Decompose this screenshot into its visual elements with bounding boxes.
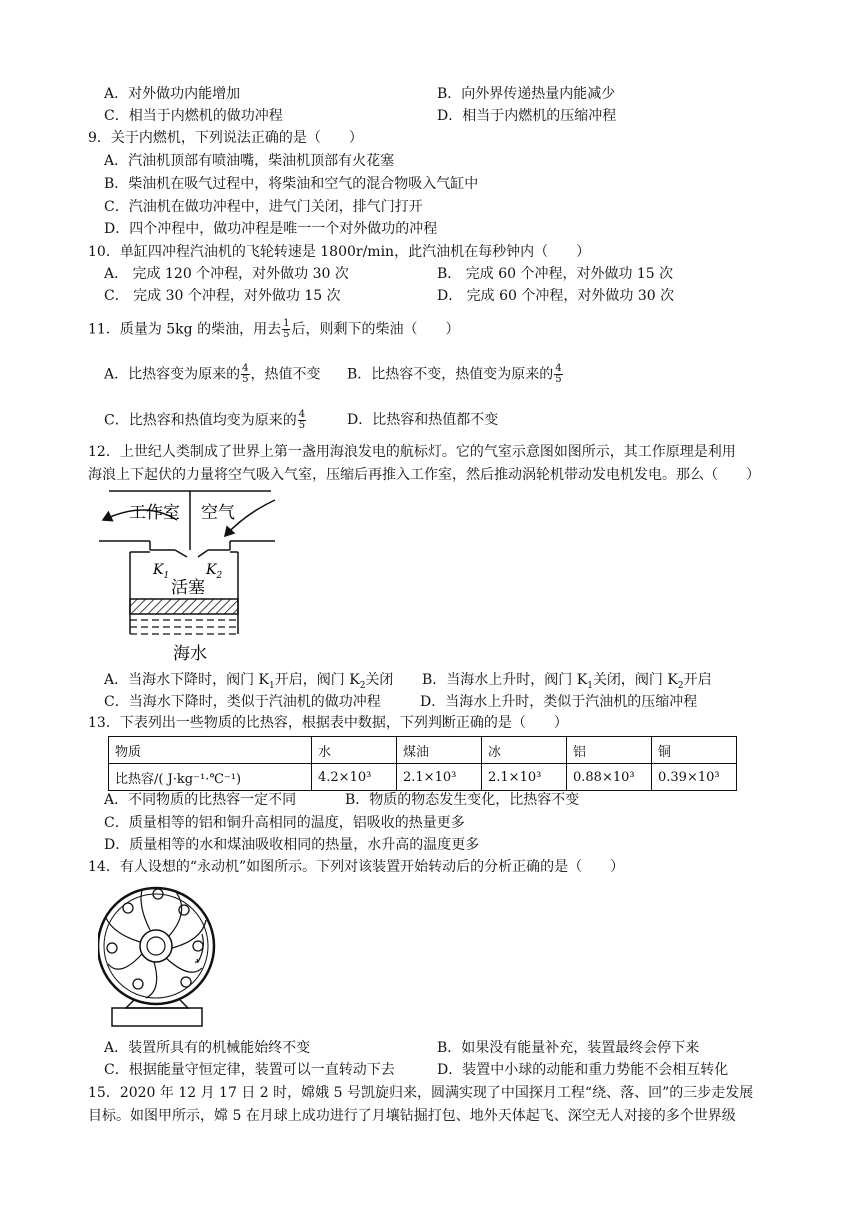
q10-option-c: C． 完成 30 个冲程，对外做功 15 次	[104, 288, 341, 304]
q14-option-a: A．装置所具有的机械能始终不变	[104, 1040, 311, 1056]
label-work-chamber: 工作室	[129, 503, 180, 523]
q15-stem-line2: 目标。如图甲所示，嫦 5 在月球上成功进行了月壤钻掘打包、地外天体起飞、深空无人对接的多个世界级	[88, 1108, 736, 1124]
table-header-row: 物质 水 煤油 冰 铝 铜	[109, 737, 737, 764]
q9-option-d: D．四个冲程中，做功冲程是唯一一个对外做功的冲程	[104, 221, 438, 237]
q8-option-b: B．向外界传递热量内能减少	[437, 86, 616, 102]
q11-stem-pre: 11．质量为 5kg 的柴油，用去	[88, 321, 282, 338]
q10-option-d: D． 完成 60 个冲程，对外做功 30 次	[437, 288, 675, 304]
q13-stem: 13．下表列出一些物质的比热容，根据表中数据，下列判断正确的是（ ）	[88, 715, 568, 731]
q8-option-a: A．对外做功内能增加	[104, 86, 241, 102]
q11-option-d: D．比热容和热值都不变	[347, 412, 499, 428]
q12-stem-line2: 海浪上下起伏的力量将空气吸入气室，压缩后再推入工作室，然后推动涡轮机带动发电机发电。那么（ ）	[88, 467, 760, 483]
q10-stem: 10．单缸四冲程汽油机的飞轮转速是 1800r/min，此汽油机在每秒钟内（ ）	[88, 244, 591, 260]
air-chamber-diagram	[95, 488, 285, 668]
q9-stem: 9．关于内燃机，下列说法正确的是（ ）	[88, 130, 363, 146]
q11-option-c: C．比热容和热值均变为原来的 $\frac{4}{5}$	[104, 409, 306, 431]
q9-option-b: B．柴油机在吸气过程中，将柴油和空气的混合物吸入气缸中	[104, 176, 479, 192]
label-piston: 活塞	[171, 578, 205, 598]
q8-option-d: D．相当于内燃机的压缩冲程	[437, 108, 617, 124]
q10-option-b: B． 完成 60 个冲程，对外做功 15 次	[437, 266, 674, 282]
q13-option-b: B．物质的物态发生变化，比热容不变	[345, 792, 580, 808]
fraction-one-fifth: $\frac{1}{5}$	[283, 318, 290, 340]
perpetual-motion-wheel-diagram	[98, 878, 218, 1028]
q9-option-c: C．汽油机在做功冲程中，进气门关闭，排气门打开	[104, 199, 423, 215]
q11-option-b: B．比热容不变，热值变为原来的 $\frac{4}{5}$	[347, 363, 562, 385]
q11-stem	[88, 319, 459, 340]
q14-stem: 14．有人设想的“永动机”如图所示。下列对该装置开始转动后的分析正确的是（ ）	[88, 859, 625, 875]
label-k1: $K_1$	[153, 562, 170, 581]
specific-heat-table	[108, 736, 737, 791]
q8-option-c: C．相当于内燃机的做功冲程	[104, 108, 283, 124]
q13-option-d: D．质量相等的水和煤油吸收相同的热量，水升高的温度更多	[104, 837, 480, 853]
label-seawater: 海水	[173, 644, 207, 664]
q12-stem-line1: 12．上世纪人类制成了世界上第一盏用海浪发电的航标灯。它的气室示意图如图所示，其工作原理是利用	[88, 444, 736, 460]
q10-option-a: A． 完成 120 个冲程，对外做功 30 次	[104, 266, 349, 282]
q12-option-d: D．当海水上升时，类似于汽油机的压缩冲程	[420, 694, 698, 710]
label-k2: $K_2$	[206, 562, 223, 581]
q14-option-d: D．装置中小球的动能和重力势能不会相互转化	[437, 1062, 729, 1078]
piston-hatch	[130, 599, 238, 614]
q13-option-a: A．不同物质的比热容一定不同	[104, 792, 297, 808]
q12-option-a: A．当海水下降时，阀门 $K_1$开启，阀门 $K_2$关闭	[104, 672, 394, 691]
fraction-four-fifths: $\frac{4}{5}$	[298, 409, 306, 431]
q11-stem-post: 后，则剩下的柴油（ ）	[291, 321, 460, 338]
q15-stem-line1: 15．2020 年 12 月 17 日 2 时，嫦娥 5 号凯旋归来，圆满实现了中国探月工程“绕、落、回”的三步走发展	[88, 1085, 754, 1101]
q12-option-b: B．当海水上升时，阀门 $K_1$关闭，阀门 $K_2$开启	[422, 672, 712, 691]
q14-option-c: C．根据能量守恒定律，装置可以一直转动下去	[104, 1062, 395, 1078]
q12-option-c: C．当海水下降时，类似于汽油机的做功冲程	[104, 694, 381, 710]
fraction-four-fifths: $\frac{4}{5}$	[555, 363, 562, 385]
q11-option-a: A．比热容变为原来的 $\frac{4}{5}$ ，热值不变	[104, 363, 321, 385]
table-row: 比热容/( J·kg⁻¹·℃⁻¹) 4.2×10³ 2.1×10³ 2.1×10³ 0.88×10³ 0.39×10³	[109, 764, 737, 791]
q9-option-a: A．汽油机顶部有喷油嘴，柴油机顶部有火花塞	[104, 153, 395, 169]
label-air: 空气	[201, 503, 235, 523]
q14-option-b: B．如果没有能量补充，装置最终会停下来	[437, 1040, 700, 1056]
fraction-four-fifths: $\frac{4}{5}$	[242, 363, 249, 385]
q13-option-c: C．质量相等的铝和铜升高相同的温度，铝吸收的热量更多	[104, 815, 465, 831]
